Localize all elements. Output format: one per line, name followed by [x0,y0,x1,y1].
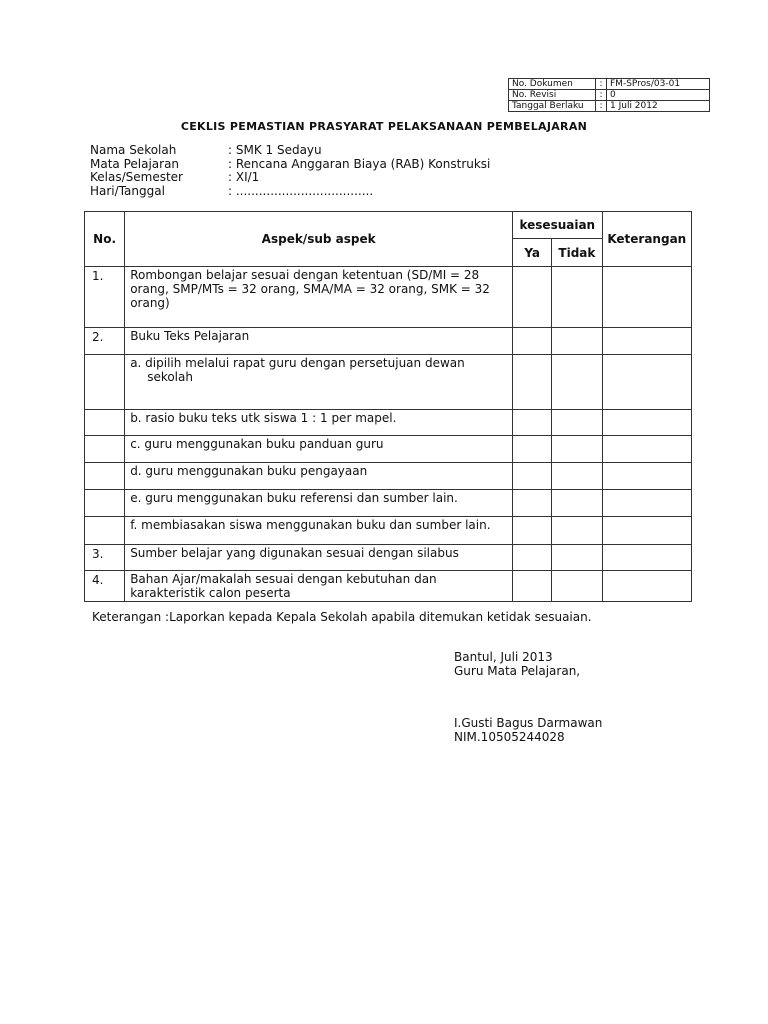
doc-info-row [509,79,710,90]
meta-label: Mata Pelajaran [90,156,180,171]
meta-value: : SMK 1 Sedayu [228,143,322,157]
row-aspect: f. membiasakan siswa menggunakan buku dan sumber lain. [125,517,513,545]
note-text: Keterangan :Laporkan kepada Kepala Sekolah apabila ditemukan ketidak sesuaian. [92,610,592,624]
row-number [85,463,125,490]
header-no: No. [85,212,125,267]
doc-info-sep: : [596,90,607,101]
meta-value: : .................................... [228,183,374,198]
keterangan-cell[interactable] [602,517,691,545]
table-row [85,463,692,490]
row-aspect: Sumber belajar yang digunakan sesuai dengan silabus [125,545,513,571]
tidak-check-cell[interactable] [552,410,602,436]
table-row [85,517,692,545]
header-aspek: Aspek/sub aspek [125,212,513,267]
doc-info-key: No. Revisi [509,90,596,101]
row-number [85,436,125,463]
header-row [85,212,692,239]
tidak-check-cell[interactable] [552,490,602,517]
tidak-check-cell[interactable] [552,571,602,602]
meta-label: Nama Sekolah [90,143,177,157]
row-aspect: Bahan Ajar/makalah sesuai dengan kebutuhan dan karakteristik calon peserta [125,571,513,602]
signature-role: Guru Mata Pelajaran, [454,664,581,678]
doc-info-value: 0 [607,90,710,101]
document-info-table [508,78,710,112]
meta-label: Hari/Tanggal [90,183,165,198]
ya-check-cell[interactable] [513,545,552,571]
tidak-check-cell[interactable] [552,267,602,328]
doc-info-value: FM-SPros/03-01 [607,79,710,90]
doc-info-row [509,101,710,112]
signature-block [454,650,602,744]
keterangan-cell[interactable] [602,463,691,490]
signature-nim: NIM.10505244028 [454,730,565,744]
ya-check-cell[interactable] [513,355,552,410]
row-aspect [125,355,513,410]
signature-space [454,678,602,716]
header-kesesuaian: kesesuaian [513,212,602,239]
signature-place-date: Bantul, Juli 2013 [454,650,553,664]
header-keterangan: Keterangan [602,212,691,267]
ya-check-cell[interactable] [513,267,552,328]
table-row [85,410,692,436]
table-row [85,571,692,602]
tidak-check-cell[interactable] [552,328,602,355]
document-title: CEKLIS PEMASTIAN PRASYARAT PELAKSANAAN PEMBELAJARAN [180,120,588,133]
tidak-check-cell[interactable] [552,545,602,571]
tidak-check-cell[interactable] [552,463,602,490]
row-aspect: Rombongan belajar sesuai dengan ketentuan (SD/MI = 28 orang, SMP/MTs = 32 orang, SMA/MA = 32 orang, SMK = 32 orang) [125,267,513,328]
row-number: 1. [85,267,125,328]
doc-info-key: No. Dokumen [509,79,596,90]
meta-row [90,171,490,185]
table-row [85,545,692,571]
row-number [85,355,125,410]
meta-block [90,144,490,198]
row-number [85,517,125,545]
ya-check-cell[interactable] [513,490,552,517]
row-number: 3. [85,545,125,571]
row-number [85,410,125,436]
header-ya: Ya [513,239,552,267]
row-aspect: b. rasio buku teks utk siswa 1 : 1 per mapel. [125,410,513,436]
header-tidak: Tidak [552,239,602,267]
row-aspect: d. guru menggunakan buku pengayaan [125,463,513,490]
ya-check-cell[interactable] [513,436,552,463]
tidak-check-cell[interactable] [552,436,602,463]
keterangan-cell[interactable] [602,328,691,355]
keterangan-cell[interactable] [602,436,691,463]
keterangan-cell[interactable] [602,545,691,571]
table-row [85,267,692,328]
meta-row [90,185,490,199]
checklist-table [84,211,692,602]
row-aspect: c. guru menggunakan buku panduan guru [125,436,513,463]
row-number [85,490,125,517]
doc-info-value: 1 Juli 2012 [607,101,710,112]
ya-check-cell[interactable] [513,463,552,490]
tidak-check-cell[interactable] [552,517,602,545]
ya-check-cell[interactable] [513,517,552,545]
row-aspect-continuation: sekolah [147,370,193,384]
signature-name: I.Gusti Bagus Darmawan [454,716,603,730]
row-aspect: e. guru menggunakan buku referensi dan sumber lain. [125,490,513,517]
doc-info-sep: : [596,101,607,112]
meta-label: Kelas/Semester [90,170,183,184]
meta-row [90,158,490,172]
tidak-check-cell[interactable] [552,355,602,410]
row-number: 4. [85,571,125,602]
table-row [85,328,692,355]
ya-check-cell[interactable] [513,328,552,355]
doc-info-key: Tanggal Berlaku [509,101,596,112]
row-number: 2. [85,328,125,355]
row-aspect-text: a. dipilih melalui rapat guru dengan persetujuan dewan [130,356,465,370]
ya-check-cell[interactable] [513,410,552,436]
row-aspect: Buku Teks Pelajaran [125,328,513,355]
meta-row [90,144,490,158]
table-row [85,436,692,463]
doc-info-row [509,90,710,101]
table-row [85,355,692,410]
ya-check-cell[interactable] [513,571,552,602]
keterangan-cell[interactable] [602,490,691,517]
keterangan-cell[interactable] [602,267,691,328]
keterangan-cell[interactable] [602,571,691,602]
meta-value: : Rencana Anggaran Biaya (RAB) Konstruksi [228,156,491,171]
meta-value: : XI/1 [228,170,260,184]
doc-info-sep: : [596,79,607,90]
keterangan-cell[interactable] [602,410,691,436]
table-row [85,490,692,517]
keterangan-cell[interactable] [602,355,691,410]
